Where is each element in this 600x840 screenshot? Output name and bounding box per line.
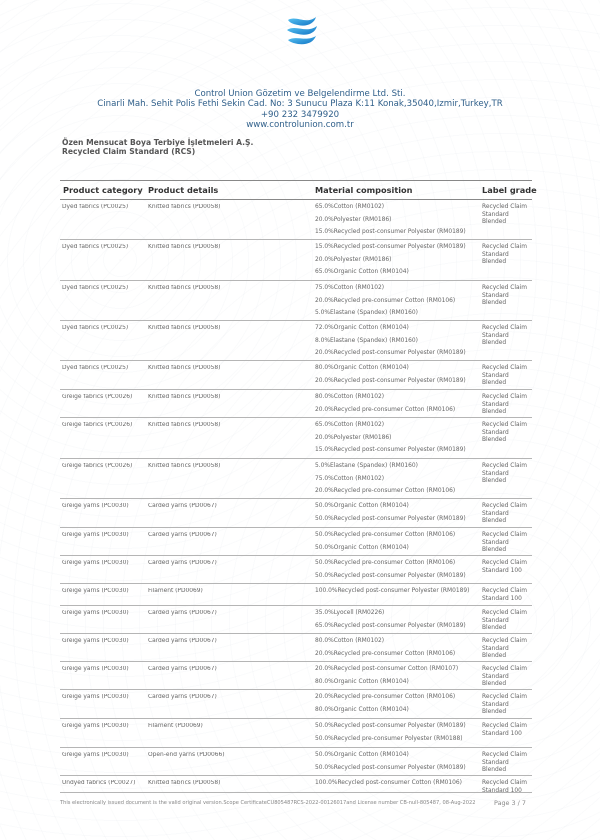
grade-line: Blended xyxy=(482,767,507,774)
grade-line: Standard xyxy=(482,759,509,766)
grade-line: Standard xyxy=(482,510,509,517)
cell-label-grade xyxy=(482,638,532,661)
cell-product-category: Greige yarns (PC0030) xyxy=(62,560,129,566)
material-line: 5.0%Elastane (Spandex) (RM0160) xyxy=(315,463,418,469)
material-line: 100.0%Recycled post-consumer Cotton (RM0106) xyxy=(315,780,462,786)
cell-label-grade xyxy=(482,532,532,555)
material-line: 20.0%Recycled pre-consumer Cotton (RM0106) xyxy=(315,297,456,304)
cell-material-composition xyxy=(315,694,480,719)
grade-line: Standard xyxy=(482,470,509,477)
grade-line: Recycled Claim xyxy=(482,244,528,250)
material-line: 50.0%Recycled post-consumer Polyester (RM0189) xyxy=(315,515,466,522)
material-line: 50.0%Recycled post-consumer Polyester (RM0189) xyxy=(315,764,466,771)
cell-product-details: Knitted fabrics (PD0058) xyxy=(148,780,221,786)
material-line: 80.0%Cotton (RM0102) xyxy=(315,638,385,644)
material-line: 5.0%Elastane (Spandex) (RM0160) xyxy=(315,310,418,316)
table-row xyxy=(60,776,532,793)
material-line: 65.0%Cotton (RM0102) xyxy=(315,204,385,210)
material-line: 65.0%Organic Cotton (RM0104) xyxy=(315,269,409,275)
footer-note: This electronically issued document is the valid original version.Scope CertificateCU805487RCS-2022-00126017and License number CB-null-805487, 08-Aug-2022 xyxy=(60,800,476,806)
cell-material-composition xyxy=(315,666,480,691)
cell-material-composition xyxy=(315,723,480,748)
cell-product-details: Knitted fabrics (PD0058) xyxy=(148,325,221,331)
table-row xyxy=(60,321,532,361)
cell-product-category: Greige fabrics (PC0026) xyxy=(62,394,133,400)
issuer-website[interactable]: www.controlunion.com.tr xyxy=(246,120,354,130)
material-line: 50.0%Organic Cotton (RM0104) xyxy=(315,503,409,509)
cell-product-details: Filament (PD0069) xyxy=(148,588,203,594)
cell-product-details: Knitted fabrics (PD0058) xyxy=(148,244,221,250)
material-line: 15.0%Recycled post-consumer Polyester (RM0189) xyxy=(315,229,466,235)
material-line: 75.0%Cotton (RM0102) xyxy=(315,285,385,291)
grade-line: Recycled Claim xyxy=(482,532,528,538)
grade-line: Standard xyxy=(482,292,509,299)
grade-line: Standard xyxy=(482,372,509,379)
page-number xyxy=(494,799,526,807)
cell-material-composition xyxy=(315,532,480,557)
cell-product-details: Carded yarns (PD0067) xyxy=(148,532,217,538)
table-row xyxy=(60,634,532,662)
cell-product-category: Greige yarns (PC0030) xyxy=(62,532,129,538)
cell-product-details: Carded yarns (PD0067) xyxy=(148,694,217,700)
grade-line: Blended xyxy=(482,681,507,688)
table-row xyxy=(60,499,532,528)
material-line: 20.0%Recycled post-consumer Cotton (RM0107) xyxy=(315,666,459,672)
grade-line: Recycled Claim xyxy=(482,752,528,758)
grade-line: Recycled Claim xyxy=(482,694,528,700)
cell-material-composition xyxy=(315,588,480,601)
material-line: 50.0%Recycled post-consumer Polyester (RM0189) xyxy=(315,723,466,729)
cell-material-composition xyxy=(315,285,480,323)
grade-line: Standard xyxy=(482,211,509,218)
table-row xyxy=(60,528,532,556)
cell-product-details: Carded yarns (PD0067) xyxy=(148,666,217,672)
cell-material-composition xyxy=(315,422,480,460)
cell-label-grade xyxy=(482,666,532,689)
cell-label-grade xyxy=(482,752,532,775)
material-line: 50.0%Organic Cotton (RM0104) xyxy=(315,544,409,551)
cell-product-category: Greige yarns (PC0030) xyxy=(62,503,129,509)
material-line: 15.0%Recycled post-consumer Polyester (RM0189) xyxy=(315,244,466,250)
grade-line: Recycled Claim xyxy=(482,422,528,428)
cell-label-grade xyxy=(482,694,532,717)
grade-line: Standard 100 xyxy=(482,787,522,794)
cell-material-composition xyxy=(315,752,480,777)
cell-product-category: Greige yarns (PC0030) xyxy=(62,588,129,594)
grade-line: Recycled Claim xyxy=(482,723,528,729)
material-line: 75.0%Cotton (RM0102) xyxy=(315,475,385,482)
cell-label-grade xyxy=(482,560,532,575)
material-line: 20.0%Recycled post-consumer Polyester (RM0189) xyxy=(315,377,466,384)
material-line: 50.0%Recycled pre-consumer Cotton (RM0106) xyxy=(315,532,456,538)
cell-material-composition xyxy=(315,204,480,242)
material-line: 100.0%Recycled post-consumer Polyester (RM0189) xyxy=(315,588,470,594)
grade-line: Recycled Claim xyxy=(482,588,528,594)
cell-product-details: Knitted fabrics (PD0058) xyxy=(148,285,221,291)
cell-material-composition xyxy=(315,394,480,419)
cell-label-grade xyxy=(482,285,532,308)
material-line: 80.0%Organic Cotton (RM0104) xyxy=(315,706,409,713)
material-line: 8.0%Elastane (Spandex) (RM0160) xyxy=(315,337,418,344)
material-line: 50.0%Organic Cotton (RM0104) xyxy=(315,752,409,758)
material-line: 80.0%Organic Cotton (RM0104) xyxy=(315,678,409,685)
cell-product-category: Greige yarns (PC0030) xyxy=(62,638,129,644)
cell-material-composition xyxy=(315,610,480,635)
cell-label-grade xyxy=(482,325,532,348)
cell-material-composition xyxy=(315,780,480,793)
grade-line: Blended xyxy=(482,219,507,226)
material-line: 15.0%Recycled post-consumer Polyester (RM0189) xyxy=(315,447,466,453)
cell-product-category: Greige yarns (PC0030) xyxy=(62,723,129,729)
table-row xyxy=(60,719,532,748)
cell-product-category: Greige yarns (PC0030) xyxy=(62,694,129,700)
material-line: 35.0%Lyocell (RM0226) xyxy=(315,610,385,616)
cell-product-details: Knitted fabrics (PD0058) xyxy=(148,394,221,400)
cell-material-composition xyxy=(315,463,480,501)
grade-line: Blended xyxy=(482,380,507,387)
page-total: 7 xyxy=(521,799,526,807)
cell-material-composition xyxy=(315,365,480,390)
cell-product-category: Greige yarns (PC0030) xyxy=(62,610,129,616)
cell-label-grade xyxy=(482,244,532,267)
grade-line: Recycled Claim xyxy=(482,638,528,644)
cell-label-grade xyxy=(482,422,532,445)
cell-label-grade xyxy=(482,463,532,486)
grade-line: Standard xyxy=(482,332,509,339)
material-line: 20.0%Recycled post-consumer Polyester (RM0189) xyxy=(315,350,466,356)
material-line: 20.0%Recycled pre-consumer Cotton (RM0106) xyxy=(315,488,456,494)
grade-line: Blended xyxy=(482,409,507,416)
grade-line: Blended xyxy=(482,478,507,485)
issuer-address: Cinarli Mah. Sehit Polis Fethi Sekin Cad. No: 3 Sunucu Plaza K:11 Konak,35040,Izmir,Turkey,TR xyxy=(97,99,503,109)
cell-product-category: Dyed fabrics (PC0025) xyxy=(62,325,129,331)
table-row xyxy=(60,200,532,240)
material-line: 50.0%Recycled pre-consumer Cotton (RM0106) xyxy=(315,560,456,566)
grade-line: Blended xyxy=(482,437,507,444)
cell-product-category: Undyed fabrics (PC0027) xyxy=(62,780,136,786)
grade-line: Standard xyxy=(482,617,509,624)
issuer-name: Control Union Gözetim ve Belgelendirme Ltd. Sti. xyxy=(194,89,406,99)
col-header-details: Product details xyxy=(148,185,219,195)
cell-product-category: Greige fabrics (PC0026) xyxy=(62,422,133,428)
table-row xyxy=(60,281,532,321)
cell-product-details: Carded yarns (PD0067) xyxy=(148,560,217,566)
material-line: 20.0%Polyester (RM0186) xyxy=(315,256,392,263)
grade-line: Blended xyxy=(482,653,507,660)
cell-product-category: Dyed fabrics (PC0025) xyxy=(62,365,129,371)
table-row xyxy=(60,584,532,606)
control-union-logo-icon xyxy=(284,11,320,47)
table-top-rule xyxy=(60,180,532,181)
table-row xyxy=(60,390,532,418)
col-header-category: Product category xyxy=(63,185,143,195)
col-header-grade: Label grade xyxy=(482,185,537,195)
material-line: 20.0%Polyester (RM0186) xyxy=(315,216,392,223)
cell-label-grade xyxy=(482,780,532,795)
table-row xyxy=(60,748,532,776)
cell-label-grade xyxy=(482,204,532,227)
grade-line: Standard xyxy=(482,645,509,652)
cell-product-details: Carded yarns (PD0067) xyxy=(148,638,217,644)
material-line: 20.0%Polyester (RM0186) xyxy=(315,434,392,441)
grade-line: Standard 100 xyxy=(482,595,522,602)
grade-line: Standard xyxy=(482,251,509,258)
page-current: 3 xyxy=(511,799,516,807)
cell-product-details: Knitted fabrics (PD0058) xyxy=(148,204,221,210)
table-row xyxy=(60,361,532,390)
grade-line: Standard xyxy=(482,401,509,408)
material-line: 80.0%Organic Cotton (RM0104) xyxy=(315,365,409,371)
col-header-materials: Material composition xyxy=(315,185,413,195)
cell-product-category: Dyed fabrics (PC0025) xyxy=(62,285,129,291)
grade-line: Standard 100 xyxy=(482,730,522,737)
grade-line: Standard xyxy=(482,701,509,708)
grade-line: Recycled Claim xyxy=(482,204,528,210)
material-line: 20.0%Recycled pre-consumer Cotton (RM0106) xyxy=(315,406,456,413)
page-separator: / xyxy=(517,799,520,807)
grade-line: Recycled Claim xyxy=(482,325,528,331)
grade-line: Recycled Claim xyxy=(482,394,528,400)
cell-product-details: Knitted fabrics (PD0058) xyxy=(148,365,221,371)
grade-line: Recycled Claim xyxy=(482,610,528,616)
cell-label-grade xyxy=(482,503,532,526)
table-row xyxy=(60,459,532,499)
cell-material-composition xyxy=(315,638,480,663)
grade-line: Recycled Claim xyxy=(482,365,528,371)
cell-label-grade xyxy=(482,588,532,603)
cell-material-composition xyxy=(315,560,480,585)
standard-name: Recycled Claim Standard (RCS) xyxy=(62,147,196,156)
cell-material-composition xyxy=(315,244,480,282)
grade-line: Blended xyxy=(482,547,507,554)
cell-product-details: Carded yarns (PD0067) xyxy=(148,610,217,616)
grade-line: Standard xyxy=(482,539,509,546)
cell-label-grade xyxy=(482,610,532,633)
table-row xyxy=(60,418,532,459)
grade-line: Recycled Claim xyxy=(482,463,528,469)
grade-line: Recycled Claim xyxy=(482,503,528,509)
cell-product-category: Greige fabrics (PC0026) xyxy=(62,463,133,469)
grade-line: Blended xyxy=(482,340,507,347)
cell-product-category: Dyed fabrics (PC0025) xyxy=(62,204,129,210)
cell-product-details: Filament (PD0069) xyxy=(148,723,203,729)
cell-label-grade xyxy=(482,394,532,417)
page-label: Page xyxy=(494,799,510,807)
cell-material-composition xyxy=(315,325,480,363)
material-line: 72.0%Organic Cotton (RM0104) xyxy=(315,325,409,331)
material-line: 65.0%Cotton (RM0102) xyxy=(315,422,385,428)
cell-label-grade xyxy=(482,365,532,388)
material-line: 50.0%Recycled post-consumer Polyester (RM0189) xyxy=(315,572,466,579)
table-row xyxy=(60,606,532,634)
cell-label-grade xyxy=(482,723,532,738)
grade-line: Recycled Claim xyxy=(482,780,528,786)
grade-line: Blended xyxy=(482,709,507,716)
issuer-phone: +90 232 3479920 xyxy=(260,110,340,120)
table-row xyxy=(60,240,532,281)
table-row xyxy=(60,662,532,690)
cell-product-category: Dyed fabrics (PC0025) xyxy=(62,244,129,250)
table-row xyxy=(60,556,532,584)
grade-line: Standard 100 xyxy=(482,567,522,574)
cell-material-composition xyxy=(315,503,480,528)
grade-line: Blended xyxy=(482,259,507,266)
grade-line: Recycled Claim xyxy=(482,560,528,566)
material-line: 20.0%Recycled pre-consumer Cotton (RM0106) xyxy=(315,650,456,657)
material-line: 20.0%Recycled pre-consumer Cotton (RM0106) xyxy=(315,694,456,700)
table-row xyxy=(60,690,532,719)
grade-line: Recycled Claim xyxy=(482,666,528,672)
cell-product-category: Greige yarns (PC0030) xyxy=(62,752,129,758)
grade-line: Standard xyxy=(482,673,509,680)
cell-product-details: Knitted fabrics (PD0058) xyxy=(148,463,221,469)
material-line: 50.0%Recycled pre-consumer Polyester (RM0188) xyxy=(315,735,463,742)
grade-line: Recycled Claim xyxy=(482,285,528,291)
grade-line: Standard xyxy=(482,429,509,436)
company-name: Özen Mensucat Boya Terbiye İşletmeleri A.Ş. xyxy=(62,138,254,147)
cell-product-details: Knitted fabrics (PD0058) xyxy=(148,422,221,428)
material-line: 65.0%Recycled post-consumer Polyester (RM0189) xyxy=(315,622,466,629)
grade-line: Blended xyxy=(482,625,507,632)
grade-line: Blended xyxy=(482,518,507,525)
cell-product-details: Open-end yarns (PD0066) xyxy=(148,752,225,758)
cell-product-category: Greige yarns (PC0030) xyxy=(62,666,129,672)
material-line: 80.0%Cotton (RM0102) xyxy=(315,394,385,400)
grade-line: Blended xyxy=(482,300,507,307)
cell-product-details: Carded yarns (PD0067) xyxy=(148,503,217,509)
